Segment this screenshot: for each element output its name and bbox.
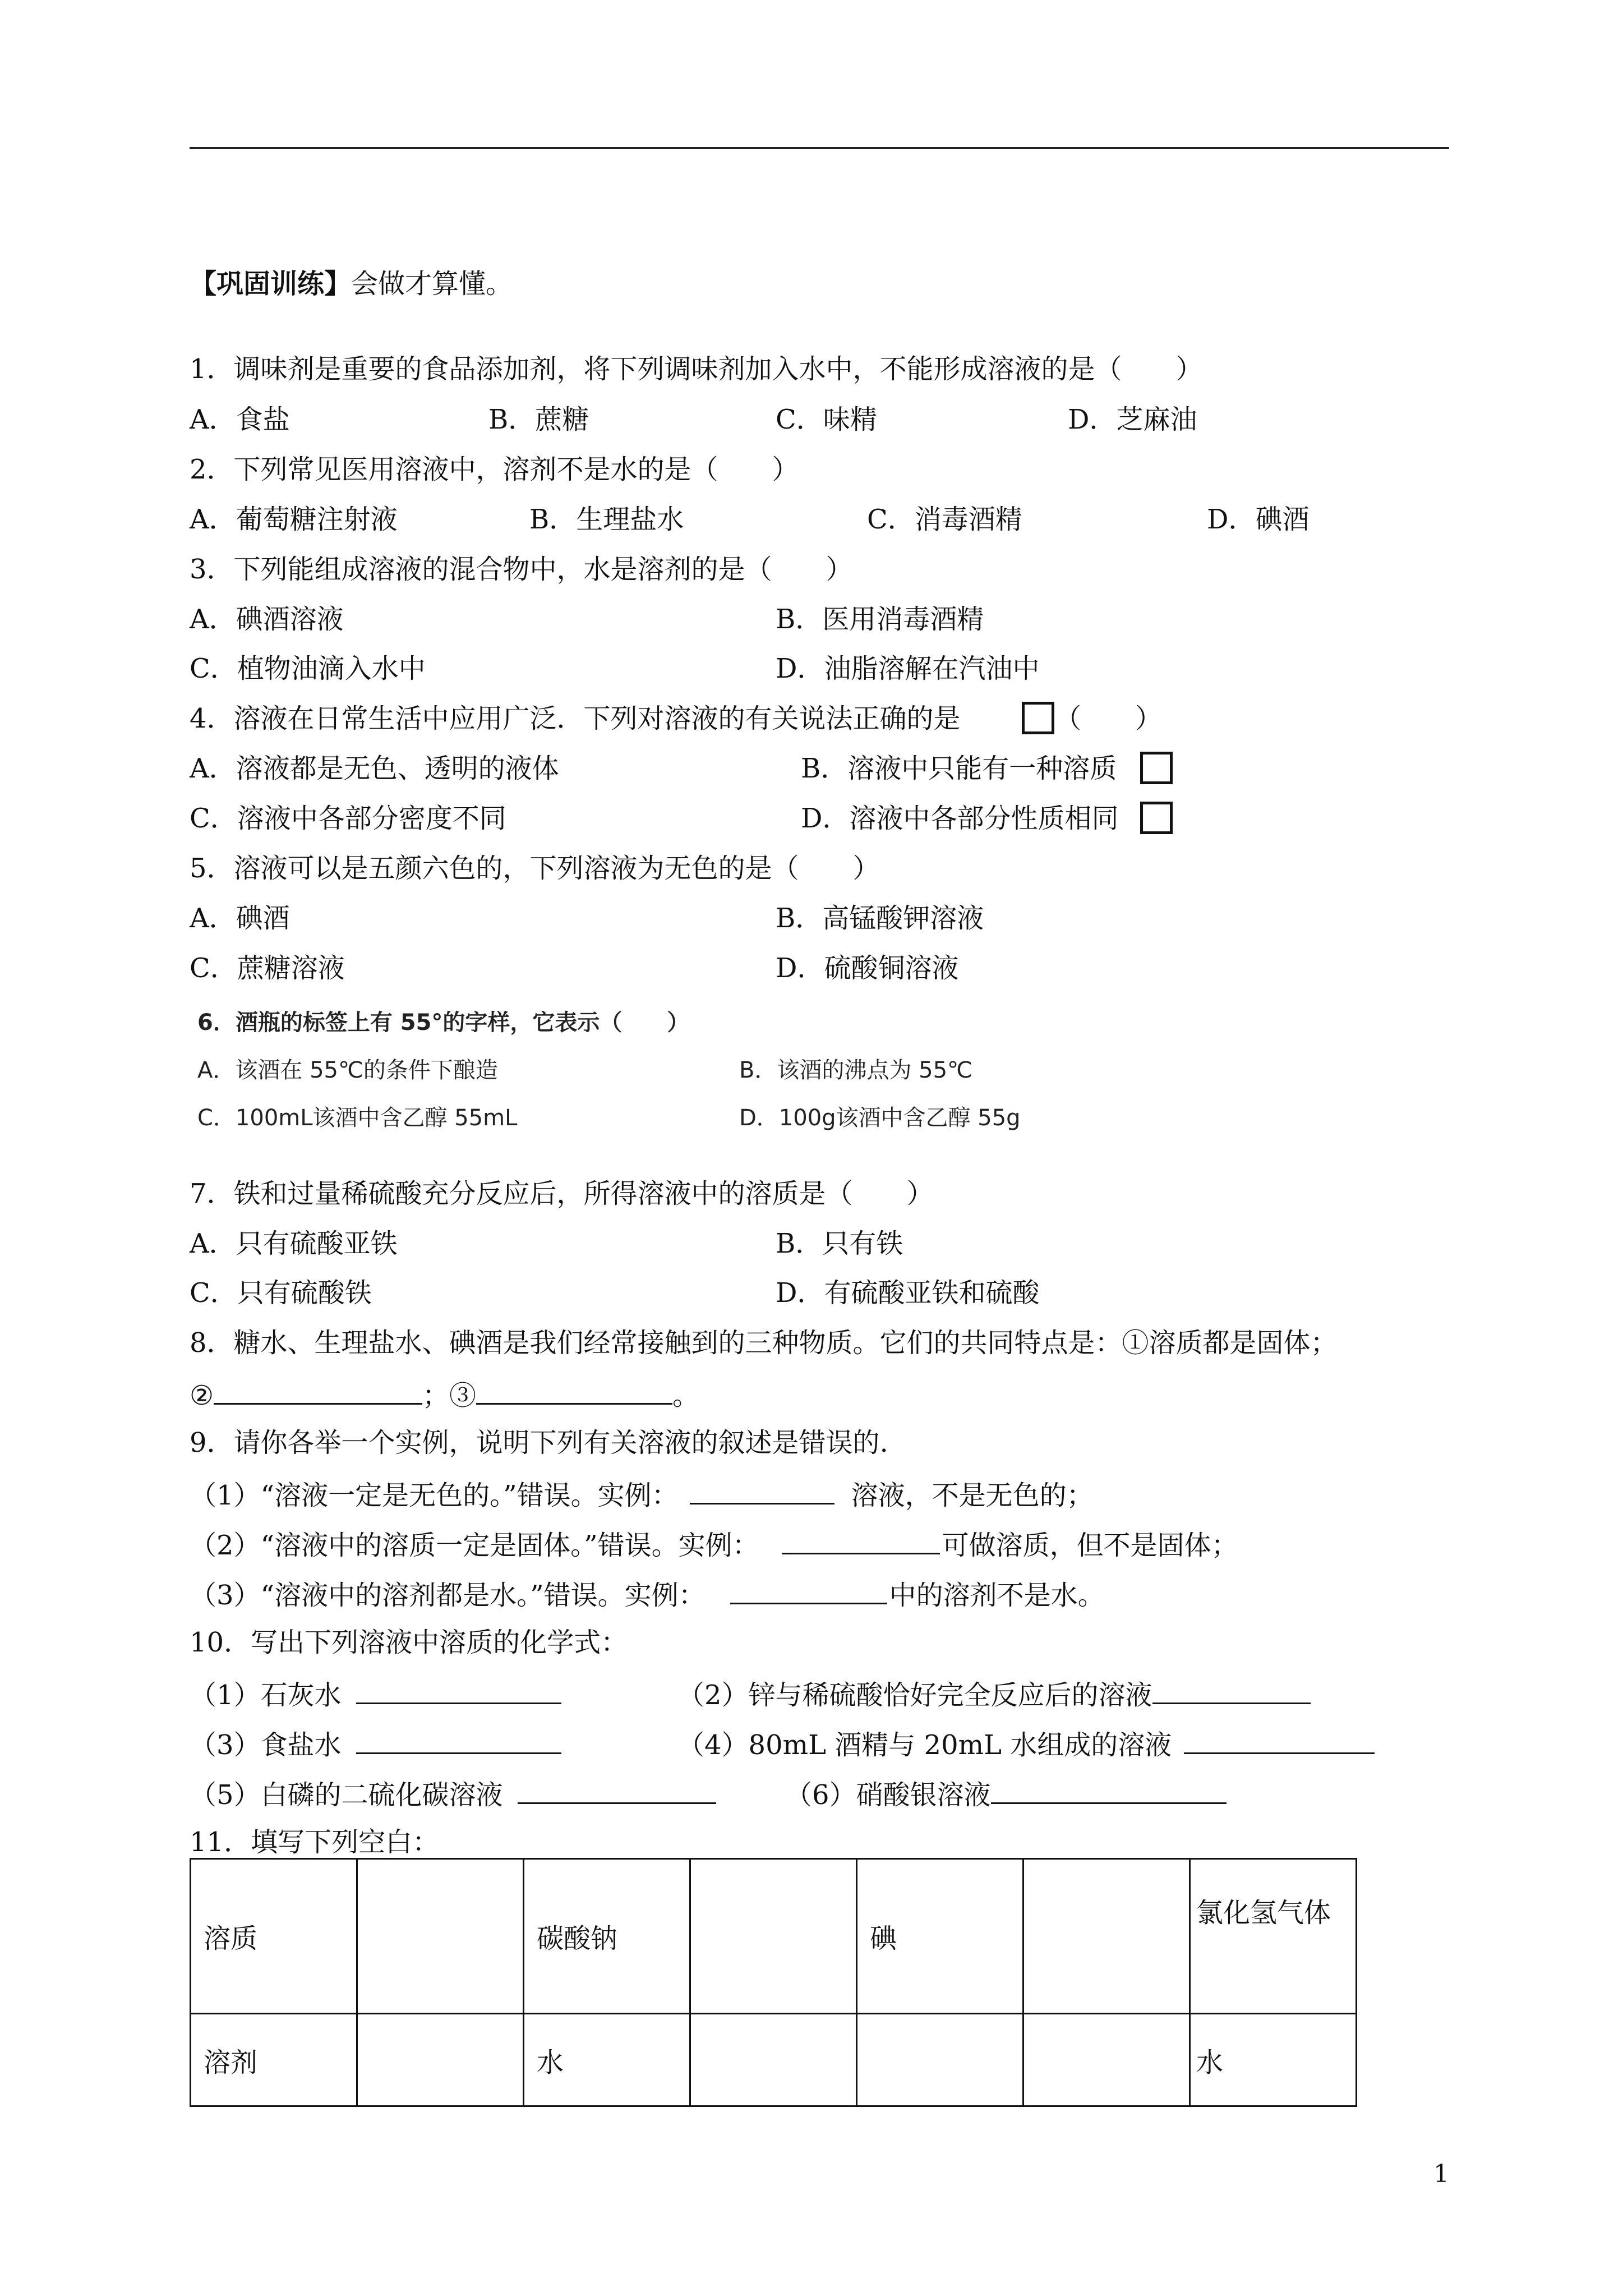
q8-blanks bbox=[190, 1376, 699, 1412]
section-heading bbox=[190, 267, 513, 301]
table-row-solute bbox=[191, 1859, 1357, 2014]
q10-item-3-text: （3）食盐水 bbox=[190, 1729, 342, 1761]
q10-blank-2[interactable] bbox=[1152, 1676, 1311, 1704]
q10-stem: 10．写出下列溶液中溶质的化学式： bbox=[190, 1627, 628, 1658]
q1-stem: 1．调味剂是重要的食品添加剂，将下列调味剂加入水中，不能形成溶液的是（ ） bbox=[190, 353, 1203, 385]
table-cell-blank[interactable] bbox=[690, 1859, 857, 2014]
table-cell-blank[interactable] bbox=[690, 2014, 857, 2106]
q8-blank-2[interactable] bbox=[214, 1376, 422, 1405]
q8-mark-2: ② bbox=[190, 1380, 214, 1411]
q9-item-3-tail: 中的溶剂不是水。 bbox=[889, 1580, 1105, 1611]
q9-blank-1[interactable] bbox=[690, 1476, 834, 1504]
table-cell-blank[interactable] bbox=[357, 2014, 524, 2106]
table-cell-blank[interactable] bbox=[1023, 2014, 1190, 2106]
q1-option-b: B．蔗糖 bbox=[488, 404, 589, 435]
q4-option-d: D．溶液中各部分性质相同 bbox=[801, 803, 1119, 834]
q6-stem: 6．酒瓶的标签上有 55°的字样，它表示（ ） bbox=[197, 1010, 690, 1036]
page-number: 1 bbox=[1433, 2160, 1449, 2188]
q3-option-c: C．植物油滴入水中 bbox=[190, 653, 426, 684]
q5-option-c: C．蔗糖溶液 bbox=[190, 953, 345, 984]
table-cell: 溶质 bbox=[191, 1859, 357, 2014]
q10-blank-3[interactable] bbox=[356, 1726, 561, 1754]
q9-item-3-text: （3）“溶液中的溶剂都是水。”错误。实例： bbox=[190, 1580, 706, 1611]
q4-option-c: C．溶液中各部分密度不同 bbox=[190, 803, 506, 834]
q9-stem: 9．请你各举一个实例，说明下列有关溶液的叙述是错误的. bbox=[190, 1427, 888, 1458]
q10-blank-1[interactable] bbox=[356, 1676, 561, 1704]
q5-option-d: D．硫酸铜溶液 bbox=[776, 953, 959, 984]
q8-blank-3[interactable] bbox=[476, 1376, 672, 1405]
q8-stem: 8．糖水、生理盐水、碘酒是我们经常接触到的三种物质。它们的共同特点是：①溶质都是固体； bbox=[190, 1327, 1338, 1359]
q9-item-1-tail: 溶液，不是无色的； bbox=[851, 1480, 1094, 1511]
q2-option-d: D．碘酒 bbox=[1207, 504, 1310, 535]
q10-item-5 bbox=[190, 1775, 716, 1812]
q2-option-c: C．消毒酒精 bbox=[867, 504, 1022, 535]
q10-item-6 bbox=[785, 1775, 1227, 1812]
q10-blank-4[interactable] bbox=[1184, 1726, 1375, 1754]
q7-option-a: A．只有硫酸亚铁 bbox=[190, 1228, 398, 1259]
q4-option-b: B．溶液中只能有一种溶质 bbox=[801, 753, 1117, 784]
table-cell: 水 bbox=[1190, 2014, 1357, 2106]
q3-stem: 3．下列能组成溶液的混合物中，水是溶剂的是（ ） bbox=[190, 554, 853, 585]
table-cell-blank[interactable] bbox=[1023, 1859, 1190, 2014]
q9-item-2 bbox=[190, 1526, 1238, 1562]
q6-option-b: B．该酒的沸点为 55℃ bbox=[739, 1057, 972, 1083]
q9-item-1 bbox=[190, 1476, 1094, 1512]
q9-item-1-text: （1）“溶液一定是无色的。”错误。实例： bbox=[190, 1480, 679, 1511]
q10-blank-5[interactable] bbox=[518, 1775, 716, 1804]
q2-stem: 2．下列常见医用溶液中，溶剂不是水的是（ ） bbox=[190, 454, 799, 485]
q11-stem: 11．填写下列空白： bbox=[190, 1826, 440, 1858]
table-cell: 溶剂 bbox=[191, 2014, 357, 2106]
q10-item-6-text: （6）硝酸银溶液 bbox=[785, 1779, 991, 1811]
q10-blank-6[interactable] bbox=[991, 1775, 1227, 1804]
q10-item-2-text: （2）锌与稀硫酸恰好完全反应后的溶液 bbox=[677, 1680, 1152, 1711]
q3-option-a: A．碘酒溶液 bbox=[190, 604, 344, 635]
q10-item-1 bbox=[190, 1676, 561, 1712]
q3-option-b: B．医用消毒酒精 bbox=[776, 604, 984, 635]
q9-blank-2[interactable] bbox=[782, 1526, 940, 1554]
q1-option-c: C．味精 bbox=[776, 404, 877, 435]
q10-item-3 bbox=[190, 1726, 561, 1762]
q2-option-b: B．生理盐水 bbox=[529, 504, 684, 535]
q5-option-b: B．高锰酸钾溶液 bbox=[776, 903, 984, 934]
table-cell: 碳酸钠 bbox=[524, 1859, 690, 2014]
q6-option-c: C．100mL该酒中含乙醇 55mL bbox=[197, 1105, 518, 1131]
q9-item-3 bbox=[190, 1576, 1105, 1612]
q9-item-2-tail: 可做溶质，但不是固体； bbox=[942, 1530, 1238, 1561]
q6-option-a: A．该酒在 55℃的条件下酿造 bbox=[197, 1057, 498, 1083]
header-rule bbox=[190, 147, 1449, 149]
solute-solvent-table bbox=[190, 1858, 1357, 2107]
q8-end: 。 bbox=[672, 1380, 700, 1411]
q10-item-4 bbox=[677, 1726, 1375, 1762]
table-cell-blank[interactable] bbox=[857, 2014, 1023, 2106]
q4-paren: （ ） bbox=[1054, 703, 1163, 734]
q4-option-b-box bbox=[1140, 752, 1173, 784]
q4-option-a: A．溶液都是无色、透明的液体 bbox=[190, 753, 559, 784]
section-subtitle: 会做才算懂。 bbox=[351, 268, 513, 300]
q10-item-2 bbox=[677, 1676, 1311, 1712]
q7-option-d: D．有硫酸亚铁和硫酸 bbox=[776, 1277, 1040, 1309]
q2-option-a: A．葡萄糖注射液 bbox=[190, 504, 398, 535]
q9-item-2-text: （2）“溶液中的溶质一定是固体。”错误。实例： bbox=[190, 1530, 759, 1561]
q5-stem: 5．溶液可以是五颜六色的，下列溶液为无色的是（ ） bbox=[190, 853, 880, 884]
q10-item-5-text: （5）白磷的二硫化碳溶液 bbox=[190, 1779, 503, 1811]
q7-option-b: B．只有铁 bbox=[776, 1228, 903, 1259]
q1-option-d: D．芝麻油 bbox=[1068, 404, 1197, 435]
q4-stem-box bbox=[1022, 702, 1054, 734]
q10-item-4-text: （4）80mL 酒精与 20mL 水组成的溶液 bbox=[677, 1729, 1172, 1761]
q3-option-d: D．油脂溶解在汽油中 bbox=[776, 653, 1040, 684]
q9-blank-3[interactable] bbox=[730, 1576, 887, 1604]
q5-option-a: A．碘酒 bbox=[190, 903, 290, 934]
table-cell: 水 bbox=[524, 2014, 690, 2106]
q10-item-1-text: （1）石灰水 bbox=[190, 1680, 342, 1711]
table-row-solvent bbox=[191, 2014, 1357, 2106]
q4-option-d-box bbox=[1140, 802, 1173, 834]
q6-option-d: D．100g该酒中含乙醇 55g bbox=[739, 1105, 1021, 1131]
q1-option-a: A．食盐 bbox=[190, 404, 290, 435]
q8-mark-3: ；③ bbox=[422, 1380, 477, 1411]
table-cell: 氯化氢气体 bbox=[1190, 1859, 1357, 2014]
table-cell: 碘 bbox=[857, 1859, 1023, 2014]
q7-option-c: C．只有硫酸铁 bbox=[190, 1277, 372, 1309]
q4-stem: 4．溶液在日常生活中应用广泛．下列对溶液的有关说法正确的是 bbox=[190, 703, 961, 734]
table-cell-blank[interactable] bbox=[357, 1859, 524, 2014]
section-title: 【巩固训练】 bbox=[190, 268, 352, 300]
q7-stem: 7．铁和过量稀硫酸充分反应后，所得溶液中的溶质是（ ） bbox=[190, 1178, 934, 1209]
